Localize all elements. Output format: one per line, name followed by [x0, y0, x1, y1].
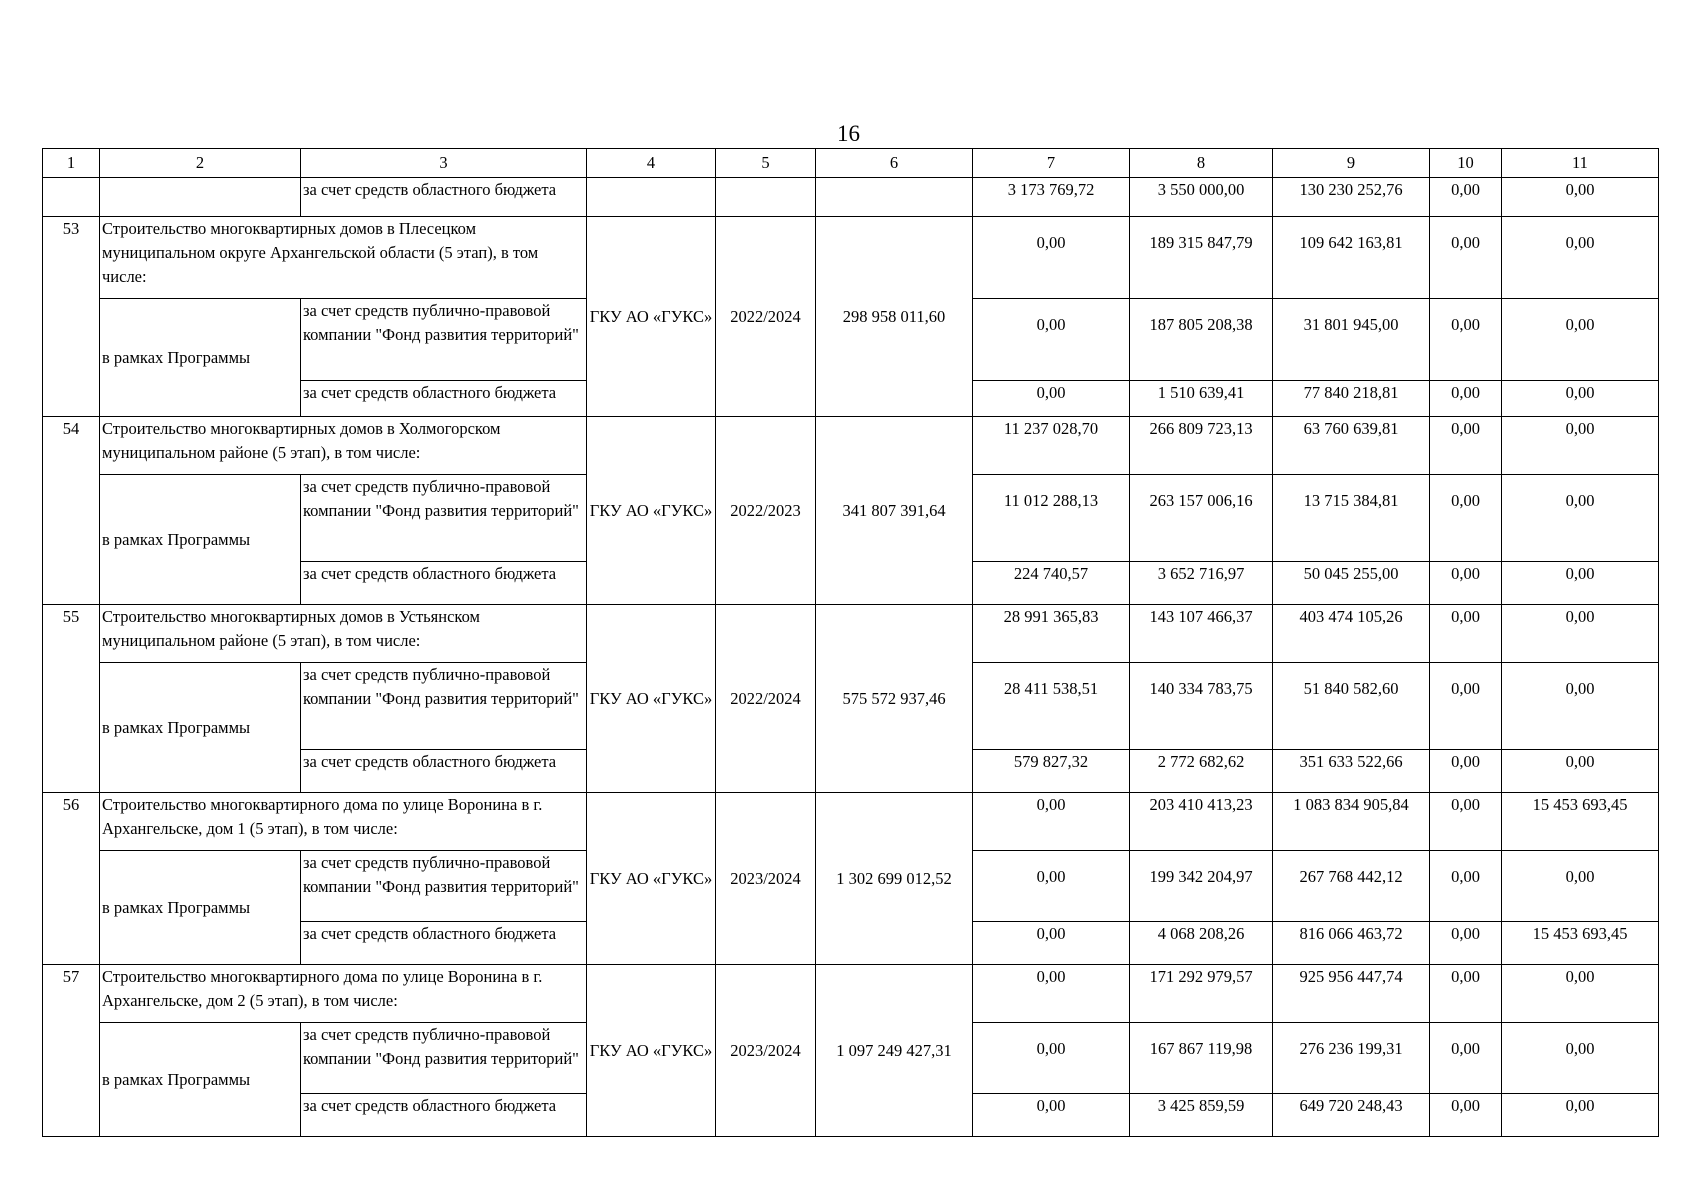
amount-cell: 351 633 522,66: [1273, 750, 1430, 793]
row-number: 56: [43, 793, 100, 965]
executor-cell: ГКУ АО «ГУКС»: [587, 965, 716, 1137]
amount-cell: 1 083 834 905,84: [1273, 793, 1430, 851]
source-label: за счет средств областного бюджета: [301, 381, 587, 417]
column-number: 11: [1502, 149, 1659, 178]
column-number: 5: [716, 149, 816, 178]
amount-cell: 403 474 105,26: [1273, 605, 1430, 663]
executor-cell: ГКУ АО «ГУКС»: [587, 793, 716, 965]
amount-cell: 0,00: [1430, 1094, 1502, 1137]
amount-cell: 0,00: [1502, 299, 1659, 381]
amount-cell: 3 652 716,97: [1130, 562, 1273, 605]
column-number: 9: [1273, 149, 1430, 178]
amount-cell: 0,00: [973, 217, 1130, 299]
period-cell: 2022/2023: [716, 417, 816, 605]
amount-cell: 203 410 413,23: [1130, 793, 1273, 851]
amount-cell: 11 237 028,70: [973, 417, 1130, 475]
amount-cell: 0,00: [973, 965, 1130, 1023]
column-number: 1: [43, 149, 100, 178]
column-number: 3: [301, 149, 587, 178]
amount-cell: 2 772 682,62: [1130, 750, 1273, 793]
amount-cell: 267 768 442,12: [1273, 851, 1430, 922]
amount-cell: 0,00: [1430, 922, 1502, 965]
amount-cell: 0,00: [1430, 793, 1502, 851]
source-label: за счет средств областного бюджета: [301, 1094, 587, 1137]
amount-cell: 143 107 466,37: [1130, 605, 1273, 663]
amount-cell: 130 230 252,76: [1273, 178, 1430, 217]
row-number: 54: [43, 417, 100, 605]
amount-cell: 187 805 208,38: [1130, 299, 1273, 381]
object-title: Строительство многоквартирного дома по улице Воронина в г. Архангельске, дом 2 (5 этап), в том числе:: [100, 965, 587, 1023]
amount-cell: 31 801 945,00: [1273, 299, 1430, 381]
amount-cell: 15 453 693,45: [1502, 793, 1659, 851]
executor-cell: ГКУ АО «ГУКС»: [587, 417, 716, 605]
amount-cell: 0,00: [1430, 1023, 1502, 1094]
amount-cell: 13 715 384,81: [1273, 475, 1430, 562]
amount-cell: 0,00: [973, 1023, 1130, 1094]
object-row: [43, 793, 1659, 851]
amount-cell: 263 157 006,16: [1130, 475, 1273, 562]
amount-cell: 0,00: [1502, 605, 1659, 663]
amount-cell: 171 292 979,57: [1130, 965, 1273, 1023]
amount-cell: 28 991 365,83: [973, 605, 1130, 663]
source-label: за счет средств областного бюджета: [301, 922, 587, 965]
amount-cell: 0,00: [1430, 965, 1502, 1023]
amount-cell: 199 342 204,97: [1130, 851, 1273, 922]
amount-cell: 0,00: [1502, 178, 1659, 217]
amount-cell: 50 045 255,00: [1273, 562, 1430, 605]
object-title: Строительство многоквартирного дома по улице Воронина в г. Архангельске, дом 1 (5 этап), в том числе:: [100, 793, 587, 851]
column-number-row: [43, 149, 1659, 178]
amount-cell: 109 642 163,81: [1273, 217, 1430, 299]
column-number: 8: [1130, 149, 1273, 178]
row-number: 55: [43, 605, 100, 793]
amount-cell: 0,00: [1430, 750, 1502, 793]
program-label: в рамках Программы: [100, 1023, 301, 1137]
program-label: в рамках Программы: [100, 663, 301, 793]
object-row: [43, 417, 1659, 475]
source-label: за счет средств публично-правовой компании "Фонд развития территорий": [301, 1023, 587, 1094]
cost-cell: 575 572 937,46: [816, 605, 973, 793]
financing-table: [42, 148, 1659, 1137]
program-label: в рамках Программы: [100, 299, 301, 417]
amount-cell: 0,00: [1502, 663, 1659, 750]
program-label: в рамках Программы: [100, 851, 301, 965]
amount-cell: 0,00: [1430, 381, 1502, 417]
amount-cell: 0,00: [1502, 851, 1659, 922]
executor-cell: ГКУ АО «ГУКС»: [587, 605, 716, 793]
source-label: за счет средств публично-правовой компании "Фонд развития территорий": [301, 299, 587, 381]
amount-cell: 0,00: [1430, 178, 1502, 217]
amount-cell: 0,00: [1430, 851, 1502, 922]
amount-cell: 0,00: [1502, 1094, 1659, 1137]
source-label: за счет средств областного бюджета: [301, 178, 587, 217]
amount-cell: 51 840 582,60: [1273, 663, 1430, 750]
cost-cell: 1 097 249 427,31: [816, 965, 973, 1137]
object-title: Строительство многоквартирных домов в Холмогорском муниципальном районе (5 этап), в том числе:: [100, 417, 587, 475]
amount-cell: 925 956 447,74: [1273, 965, 1430, 1023]
amount-cell: 4 068 208,26: [1130, 922, 1273, 965]
amount-cell: 0,00: [1430, 417, 1502, 475]
amount-cell: 189 315 847,79: [1130, 217, 1273, 299]
object-title: Строительство многоквартирных домов в Плесецком муниципальном округе Архангельской области (5 этап), в том числе:: [100, 217, 587, 299]
object-row: [43, 965, 1659, 1023]
period-cell: 2022/2024: [716, 217, 816, 417]
column-number: 4: [587, 149, 716, 178]
amount-cell: 0,00: [973, 851, 1130, 922]
period-cell: 2022/2024: [716, 605, 816, 793]
amount-cell: 0,00: [1430, 663, 1502, 750]
amount-cell: 0,00: [1502, 750, 1659, 793]
amount-cell: 276 236 199,31: [1273, 1023, 1430, 1094]
executor-cell: ГКУ АО «ГУКС»: [587, 217, 716, 417]
object-title: Строительство многоквартирных домов в Устьянском муниципальном районе (5 этап), в том числе:: [100, 605, 587, 663]
column-number: 2: [100, 149, 301, 178]
cost-cell: 1 302 699 012,52: [816, 793, 973, 965]
column-number: 7: [973, 149, 1130, 178]
source-label: за счет средств областного бюджета: [301, 562, 587, 605]
program-label: в рамках Программы: [100, 475, 301, 605]
amount-cell: 0,00: [1430, 217, 1502, 299]
amount-cell: 0,00: [1430, 475, 1502, 562]
amount-cell: 15 453 693,45: [1502, 922, 1659, 965]
amount-cell: 0,00: [1430, 605, 1502, 663]
cost-cell: 298 958 011,60: [816, 217, 973, 417]
amount-cell: 3 550 000,00: [1130, 178, 1273, 217]
row-number: 57: [43, 965, 100, 1137]
amount-cell: 0,00: [973, 299, 1130, 381]
amount-cell: 0,00: [1502, 1023, 1659, 1094]
amount-cell: 579 827,32: [973, 750, 1130, 793]
amount-cell: 11 012 288,13: [973, 475, 1130, 562]
amount-cell: 3 173 769,72: [973, 178, 1130, 217]
amount-cell: 167 867 119,98: [1130, 1023, 1273, 1094]
period-cell: 2023/2024: [716, 965, 816, 1137]
amount-cell: 266 809 723,13: [1130, 417, 1273, 475]
source-label: за счет средств публично-правовой компании "Фонд развития территорий": [301, 663, 587, 750]
amount-cell: 0,00: [973, 1094, 1130, 1137]
amount-cell: 649 720 248,43: [1273, 1094, 1430, 1137]
source-label: за счет средств областного бюджета: [301, 750, 587, 793]
amount-cell: 0,00: [973, 381, 1130, 417]
amount-cell: 63 760 639,81: [1273, 417, 1430, 475]
column-number: 6: [816, 149, 973, 178]
page-number: 16: [837, 121, 860, 146]
amount-cell: 0,00: [1430, 562, 1502, 605]
source-label: за счет средств публично-правовой компании "Фонд развития территорий": [301, 475, 587, 562]
amount-cell: 28 411 538,51: [973, 663, 1130, 750]
amount-cell: 0,00: [1502, 965, 1659, 1023]
row-number: 53: [43, 217, 100, 417]
amount-cell: 140 334 783,75: [1130, 663, 1273, 750]
amount-cell: 0,00: [1502, 381, 1659, 417]
column-number: 10: [1430, 149, 1502, 178]
amount-cell: 816 066 463,72: [1273, 922, 1430, 965]
carry-over-row: [43, 178, 1659, 217]
amount-cell: 224 740,57: [973, 562, 1130, 605]
amount-cell: 0,00: [1502, 562, 1659, 605]
amount-cell: 0,00: [973, 922, 1130, 965]
period-cell: 2023/2024: [716, 793, 816, 965]
amount-cell: 0,00: [1502, 417, 1659, 475]
amount-cell: 1 510 639,41: [1130, 381, 1273, 417]
amount-cell: 0,00: [1502, 475, 1659, 562]
cost-cell: 341 807 391,64: [816, 417, 973, 605]
object-row: [43, 217, 1659, 299]
object-row: [43, 605, 1659, 663]
amount-cell: 0,00: [1430, 299, 1502, 381]
amount-cell: 3 425 859,59: [1130, 1094, 1273, 1137]
amount-cell: 77 840 218,81: [1273, 381, 1430, 417]
amount-cell: 0,00: [1502, 217, 1659, 299]
amount-cell: 0,00: [973, 793, 1130, 851]
source-label: за счет средств публично-правовой компании "Фонд развития территорий": [301, 851, 587, 922]
